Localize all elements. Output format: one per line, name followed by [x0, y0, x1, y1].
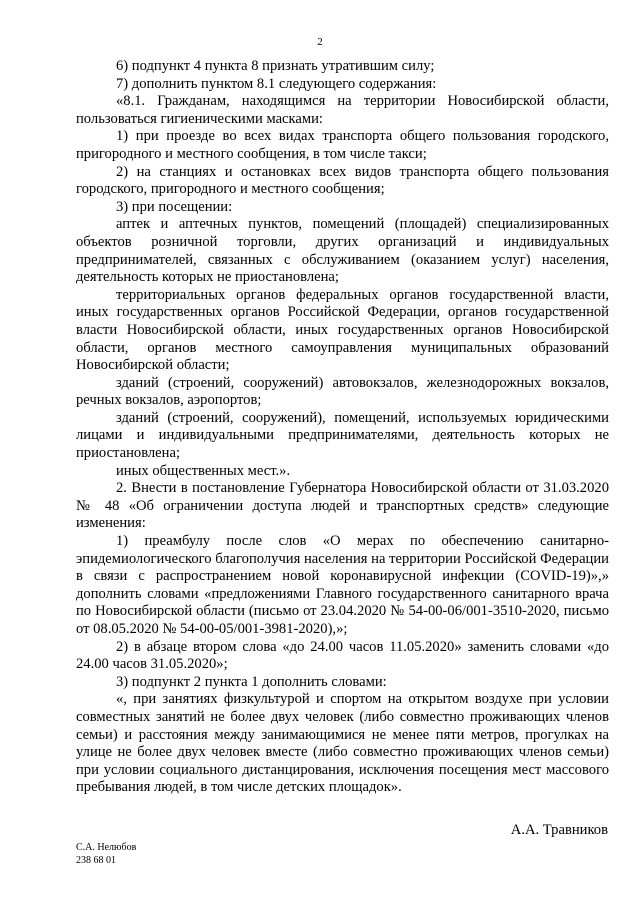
paragraph: 3) при посещении: — [116, 198, 233, 215]
page-number: 2 — [317, 36, 323, 48]
document-body — [76, 58, 609, 797]
paragraph: 1) преамбулу после слов «О мерах по обеспечению санитарно-эпидемиологического благополучия населения на территории Российской Федерации в связи с распространением новой коронавирусной инфекции (COVID-19)»,» дополнить словами «предложениями Главного государственного санитарного врача по Новосибирской области (письмо от 23.04.2020 № 54-00-06/001-3510-2020, письмо от 08.05.2020 № 54-00-05/001-3981-2020),»; — [76, 533, 609, 637]
paragraph: аптек и аптечных пунктов, помещений (площадей) специализированных объектов розничной торговли, других организаций и индивидуальных предпринимателей, связанных с обслуживанием (оказанием услуг) населения, деятельность которых не приостановлена; — [76, 216, 609, 286]
paragraph: 1) при проезде во всех видах транспорта общего пользования городского, пригородного и местного сообщения, в том числе такси; — [76, 128, 609, 162]
paragraph: 3) подпункт 2 пункта 1 дополнить словами: — [116, 673, 387, 690]
paragraph: 2. Внести в постановление Губернатора Новосибирской области от 31.03.2020 № 48 «Об ограничении доступа людей и транспортных средств» следующие изменения: — [76, 480, 609, 532]
executor-info — [76, 842, 136, 867]
paragraph: 6) подпункт 4 пункта 8 признать утратившим силу; — [116, 58, 435, 74]
paragraph: зданий (строений, сооружений), помещений, используемых юридическими лицами и индивидуальными предпринимателями, деятельность которых не приостановлена; — [76, 409, 609, 462]
paragraph: 2) на станциях и остановках всех видов транспорта общего пользования городского, пригородного и местного сообщения; — [76, 163, 609, 198]
paragraph: 2) в абзаце втором слова «до 24.00 часов 11.05.2020» заменить словами «до 24.00 часов 31.05.2020»; — [76, 638, 609, 673]
paragraph: «8.1. Гражданам, находящимся на территории Новосибирской области, пользоваться гигиеническими масками: — [76, 93, 609, 127]
paragraph: иных общественных мест.». — [116, 462, 291, 479]
paragraph: «, при занятиях физкультурой и спортом на открытом воздухе при условии совместных занятий не более двух человек (либо совместно проживающих членов семьи) и расстояния между занимающимися не менее пяти метров, прогулках на улице не более двух человек вместе (либо совместно проживающих членов семьи) при условии социального дистанцирования, исключения посещения мест массового пребывания людей, в том числе детских площадок». — [76, 691, 609, 796]
executor-name: С.А. Нелюбов — [76, 842, 137, 853]
paragraph: территориальных органов федеральных органов государственной власти, иных государственных органов Российской Федерации, органов государственной власти Новосибирской области, иных государственных органов Новосибирской области, органов местного самоуправления муниципальных образований Новосибирской области; — [76, 286, 609, 374]
signature-name: А.А. Травников — [510, 822, 608, 838]
paragraph: 7) дополнить пунктом 8.1 следующего содержания: — [116, 75, 437, 92]
paragraph: зданий (строений, сооружений) автовокзалов, железнодорожных вокзалов, речных вокзалов, аэропортов; — [76, 374, 609, 409]
executor-phone: 238 68 01 — [76, 854, 116, 866]
